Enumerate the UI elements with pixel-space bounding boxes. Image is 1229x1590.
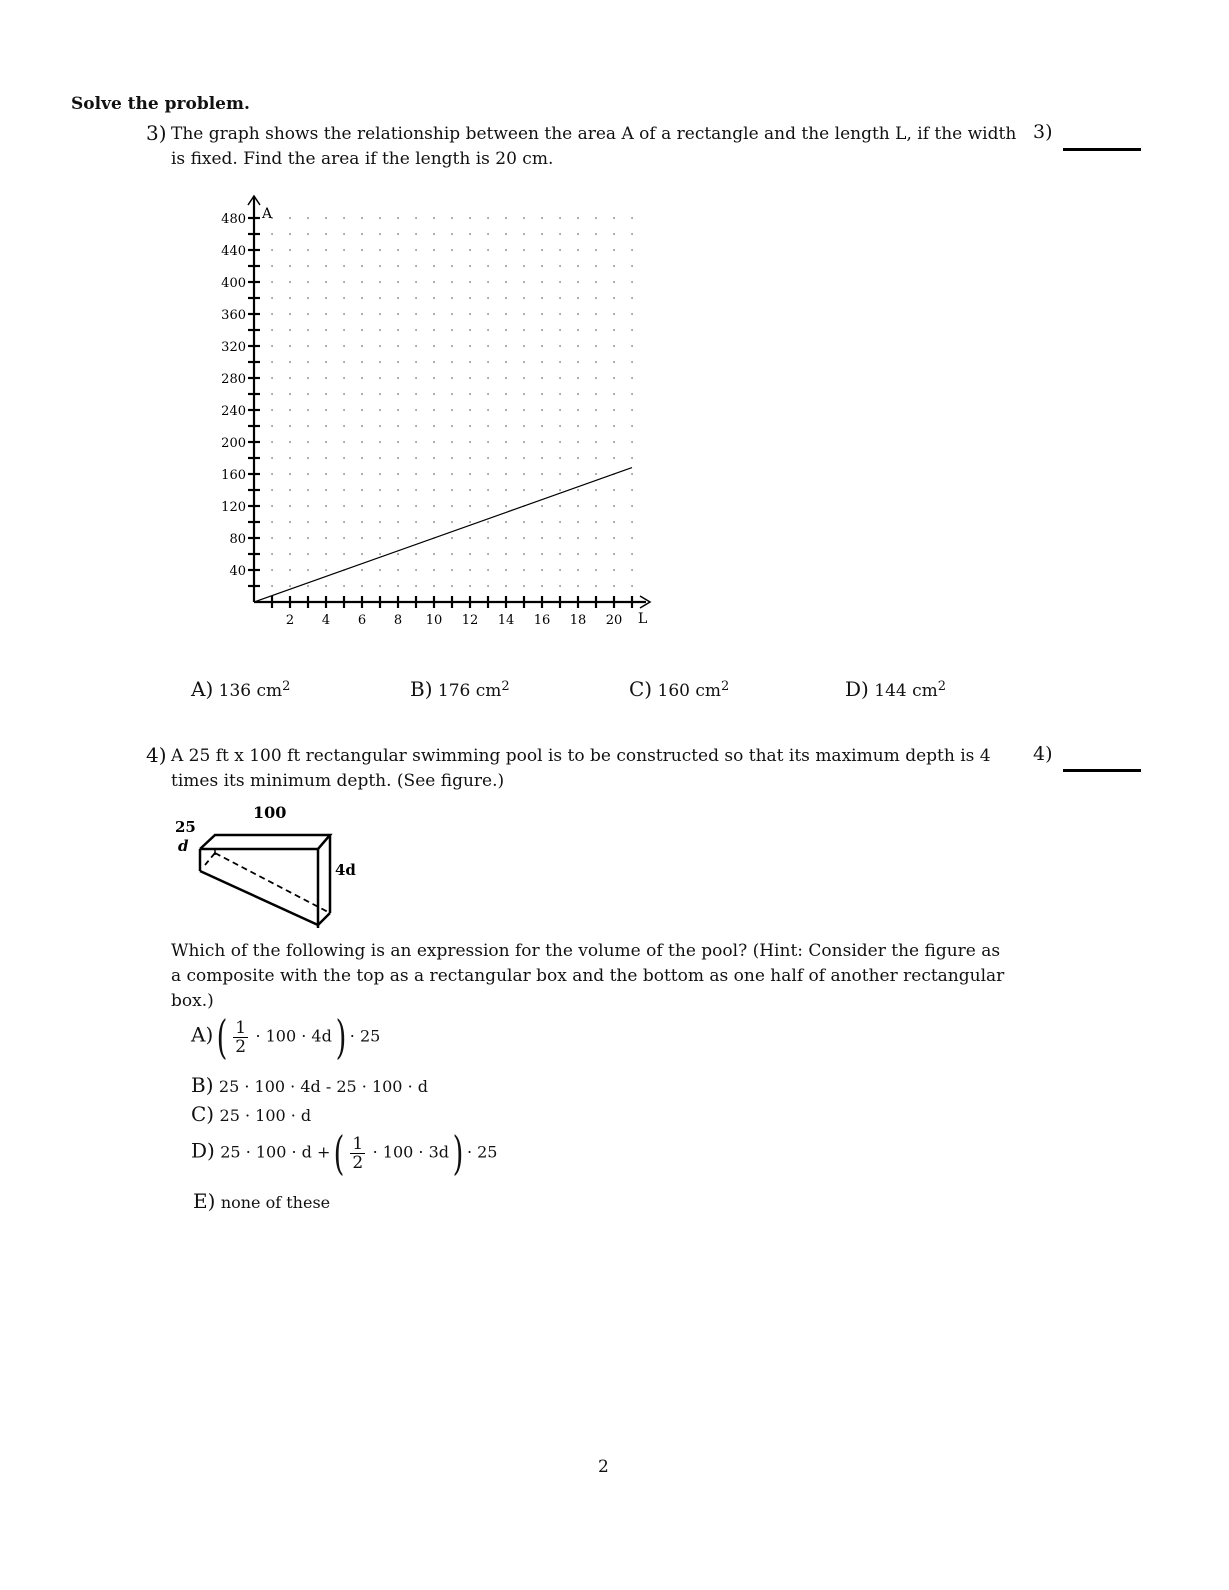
question-text-line2: is fixed. Find the area if the length is 20 cm. [171,149,554,169]
svg-text:25: 25 [175,818,196,836]
choice-a[interactable]: A)( $\frac{1}{2}$ · 100 · 4d) · 25 [191,1010,381,1064]
svg-text:80: 80 [229,532,246,547]
choice-d[interactable]: D) 144 $cm^2$ [845,677,947,701]
svg-text:320: 320 [221,340,246,355]
svg-text:14: 14 [497,613,515,628]
svg-text:18: 18 [569,613,587,628]
svg-text:100: 100 [253,803,287,822]
question-number: 3) [146,121,167,145]
area-length-graph [200,190,670,635]
svg-text:480: 480 [221,212,246,227]
svg-text:360: 360 [221,308,246,323]
question-text-line1: The graph shows the relationship between the area A of a rectangle and the length L, if the width [171,124,1017,144]
answer-blank[interactable] [1063,769,1141,772]
svg-text:160: 160 [221,468,246,483]
svg-text:40: 40 [229,564,246,579]
svg-text:240: 240 [221,404,246,419]
fraction: $\frac{1}{2}$ [235,1017,247,1057]
svg-text:6: 6 [357,613,367,628]
svg-text:120: 120 [221,500,246,515]
prompt-line3: box.) [171,991,214,1011]
section-heading: Solve the problem. [71,94,250,114]
answer-blank[interactable] [1063,148,1141,151]
choice-d[interactable]: D) 25 · 100 · d +( $\frac{1}{2}$ · 100 · 3d) · 25 [191,1126,498,1180]
prompt-line2: a composite with the top as a rectangular box and the bottom as one half of another rectangular [171,966,1005,986]
svg-text:10: 10 [425,613,443,628]
fraction: $\frac{1}{2}$ [352,1133,364,1173]
svg-text:8: 8 [393,613,403,628]
answer-number: 4) [1033,743,1053,765]
question-text-line2: times its minimum depth. (See figure.) [171,771,505,791]
page-number: 2 [598,1457,609,1477]
svg-text:4: 4 [321,613,331,628]
svg-text:A: A [262,206,273,222]
svg-text:440: 440 [221,244,246,259]
question-number: 4) [146,743,167,767]
choice-c[interactable]: C) 25 · 100 · d [191,1102,312,1126]
answer-number: 3) [1033,121,1053,143]
svg-text:2: 2 [285,613,295,628]
choice-e[interactable]: E) none of these [193,1189,331,1213]
choice-b[interactable]: B) 176 $cm^2$ [410,677,510,701]
svg-text:280: 280 [221,372,246,387]
svg-text:12: 12 [461,613,479,628]
svg-text:200: 200 [221,436,246,451]
choice-b[interactable]: B) 25 · 100 · 4d - 25 · 100 · d [191,1073,428,1097]
question-text-line1: A 25 ft x 100 ft rectangular swimming pool is to be constructed so that its maximum depth is 4 [171,746,991,766]
choice-c[interactable]: C) 160 $cm^2$ [629,677,730,701]
svg-text:20: 20 [605,613,623,628]
choice-a[interactable]: A) 136 $cm^2$ [191,677,291,701]
svg-text:4d: 4d [335,861,356,879]
pool-figure [165,795,365,930]
prompt-line1: Which of the following is an expression for the volume of the pool? (Hint: Consider the figure as [171,941,1001,961]
svg-text:L: L [638,611,648,627]
svg-text:d: d [178,837,189,855]
svg-text:400: 400 [221,276,246,291]
svg-text:16: 16 [533,613,551,628]
